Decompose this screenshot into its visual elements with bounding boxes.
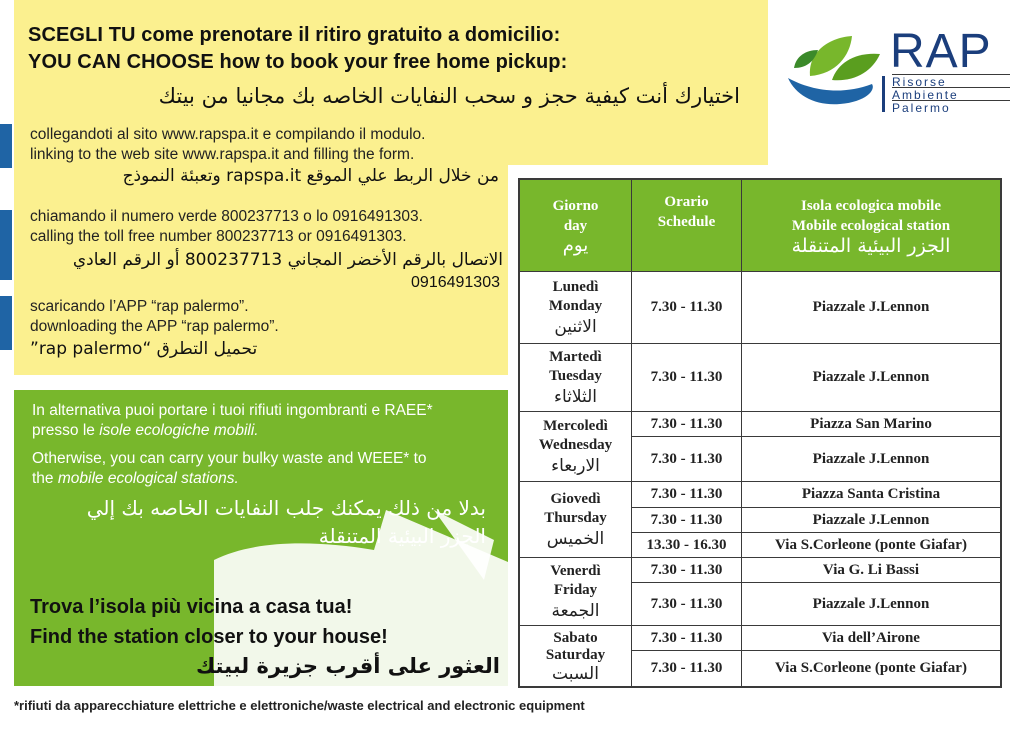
time-group [632,412,742,481]
header-time: Orario Schedule [632,180,742,271]
station-cell: Piazzale J.Lennon [812,299,930,315]
logo-divider [882,76,885,112]
option-app-arabic: تحميل التطرق “rap palermo” [30,339,258,359]
time-cell: 7.30 - 11.30 [632,582,741,625]
alt-english-1: Otherwise, you can carry your bulky waste and WEEE* to [32,450,427,467]
schedule-table [518,178,1002,688]
day-friday: Venerdì Friday الجمعة [520,558,632,625]
station-cell: Via dell’Airone [822,629,920,646]
station-group [742,558,1000,625]
option-phone-italian: chiamando il numero verde 800237713 o lo 0916491303. [30,208,423,225]
header-station: Isola ecologica mobile Mobile ecological station الجزر البيئية المتنقلة [791,197,951,257]
station-cell: Via S.Corleone (ponte Giafar) [742,532,1000,557]
time-cell: 7.30 - 11.30 [650,486,723,502]
station-cell: Piazza San Marino [810,415,932,432]
station-cell: Piazzale J.Lennon [742,436,1000,481]
logo-sub-2: Ambiente [892,87,1010,102]
station-cell: Via S.Corleone (ponte Giafar) [742,650,1000,686]
table-row [520,558,1000,626]
time-cell: 7.30 - 11.30 [632,650,741,686]
option-phone-english: calling the toll free number 800237713 or 0916491303. [30,228,407,245]
time-group [632,558,742,625]
headline-italian: SCEGLI TU come prenotare il ritiro gratuito a domicilio: [28,24,561,46]
option-app-italian: scaricando l’APP “rap palermo”. [30,298,249,315]
time-cell: 7.30 - 11.30 [632,272,742,343]
table-row [520,272,1000,344]
blue-tab-3 [0,296,12,350]
station-cell: Piazza Santa Cristina [801,486,941,502]
option-web-italian: collegandoti al sito www.rapspa.it e compilando il modulo. [30,126,426,143]
table-row [520,344,1000,412]
alt-english-2: the mobile ecological stations. [32,470,239,487]
time-cell: 7.30 - 11.30 [632,344,742,411]
headline-english: YOU CAN CHOOSE how to book your free home pickup: [28,51,568,73]
option-web-english: linking to the web site www.rapspa.it and filling the form. [30,146,415,163]
time-cell: 7.30 - 11.30 [632,436,741,481]
option-web-arabic: من خلال الربط علي الموقع rapspa.it وتعبئة النموذج [122,166,499,186]
table-row [520,626,1000,686]
logo-sub-3: Palermo [892,100,1010,115]
time-group [632,482,742,557]
find-italian: Trova l’isola più vicina a casa tua! [30,596,353,618]
station-group [742,626,1000,686]
day-wednesday: Mercoledì Wednesday الاربعاء [520,412,632,481]
find-arabic: العثور على أقرب جزيرة لبيتك [196,654,500,678]
station-cell: Piazzale J.Lennon [812,369,930,385]
station-cell: Via G. Li Bassi [822,561,920,578]
station-cell: Piazzale J.Lennon [742,582,1000,625]
day-tuesday: Martedì Tuesday الثلاثاء [520,344,632,411]
logo-name: RAP [890,25,992,78]
option-app-english: downloading the APP “rap palermo”. [30,318,279,335]
alt-arabic-1: بدلا من ذلك يمكنك جلب النفايات الخاصه بك إلي [86,496,486,520]
time-cell: 7.30 - 11.30 [650,629,723,646]
table-row [520,412,1000,482]
blue-tab-1 [0,124,12,168]
option-phone-number: 0916491303 [411,274,500,291]
logo-sub-1: Risorse [892,74,1010,89]
alt-italian-2: presso le isole ecologiche mobili. [32,422,259,439]
day-thursday: Giovedì Thursday الخميس [520,482,632,557]
alt-italian-1: In alternativa puoi portare i tuoi rifiuti ingombranti e RAEE* [32,402,433,419]
rap-logo-leaf-hand-icon [780,30,890,110]
find-english: Find the station closer to your house! [30,626,388,648]
option-phone-arabic: الاتصال بالرقم الأخضر المجاني 800237713 أو الرقم العادي [72,250,503,270]
time-cell: 7.30 - 11.30 [632,507,741,533]
table-header [520,180,1000,272]
headline-arabic: اختيارك أنت كيفية حجز و سحب النفايات الخاصه بك مجانيا من بيتك [158,84,740,108]
time-cell: 7.30 - 11.30 [650,561,723,578]
station-cell: Piazzale J.Lennon [742,507,1000,533]
header-day: Giorno day يوم [520,180,632,271]
day-saturday: Sabato Saturday السبت [520,626,632,686]
rap-logo [780,24,1010,114]
station-group [742,482,1000,557]
table-row [520,482,1000,558]
footnote: *rifiuti da apparecchiature elettriche e elettroniche/waste electrical and electronic equipment [14,698,585,713]
alternative-panel [14,390,508,686]
alt-arabic-2: الجزر البيئية المتنقلة [318,524,486,548]
day-monday: Lunedì Monday الاثنين [520,272,632,343]
time-cell: 13.30 - 16.30 [632,532,741,557]
blue-tab-2 [0,210,12,280]
time-cell: 7.30 - 11.30 [650,415,723,432]
time-group [632,626,742,686]
station-group [742,412,1000,481]
